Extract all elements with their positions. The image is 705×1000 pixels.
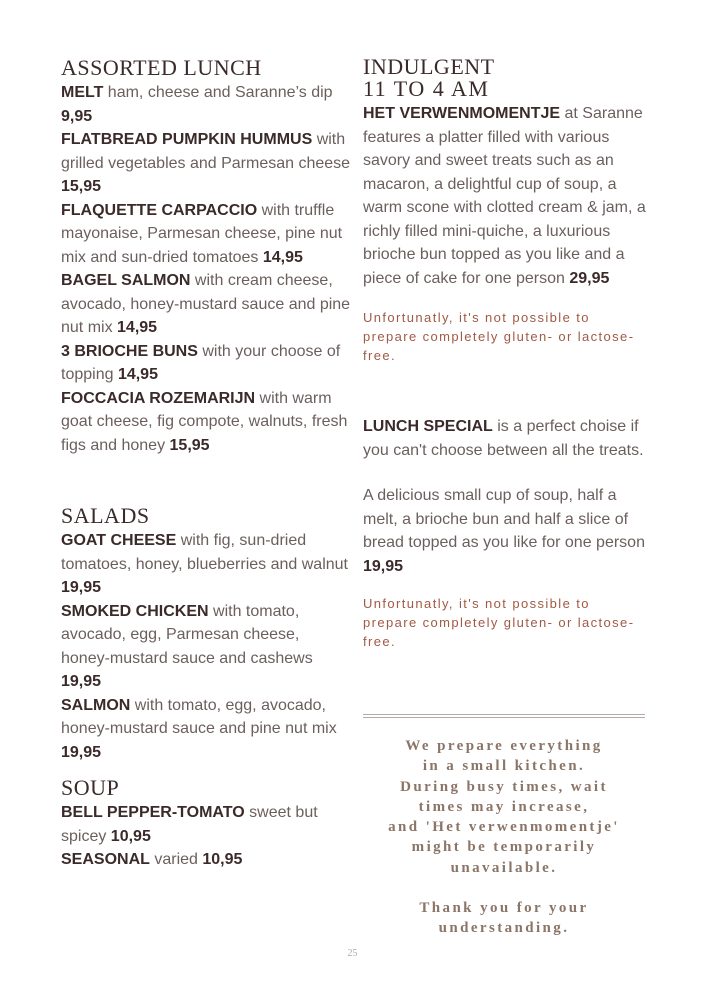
- menu-item-flatbread: FLATBREAD PUMPKIN HUMMUS with grilled vegetables and Parmesan cheese 15,95: [61, 131, 351, 195]
- assorted-lunch-list: [61, 81, 351, 457]
- menu-item-melt: MELT ham, cheese and Saranne’s dip 9,95: [61, 84, 333, 125]
- thanks-line: understanding.: [438, 920, 570, 937]
- kitchen-note-line: unavailable.: [450, 859, 558, 876]
- kitchen-note-line: and 'Het verwenmomentje': [388, 819, 620, 836]
- dietary-notice-2: Unfortunatly, it's not possible to prepare completely gluten- or lactose-free.: [363, 596, 635, 649]
- menu-item-verwenmomentje: HET VERWENMOMENTJE at Saranne features a platter filled with various savory and sweet treats such as an macaron, a delightful cup of soup, a warm scone with clotted cream & jam, a richly filled mini-quiche, a luxurious brioche bun topped as you like and a piece of cake for one person 29,95: [363, 105, 646, 287]
- menu-item-brioche: 3 BRIOCHE BUNS with your choose of topping 14,95: [61, 342, 341, 383]
- double-divider: [363, 714, 645, 718]
- kitchen-note-line: We prepare everything: [405, 738, 603, 754]
- dietary-notice: Unfortunatly, it's not possible to prepare completely gluten- or lactose-free.: [363, 310, 635, 363]
- right-column: [363, 56, 648, 651]
- menu-item-flaquette: FLAQUETTE CARPACCIO with truffle mayonaise, Parmesan cheese, pine nut mix and sun-dried tomatoes 14,95: [61, 201, 343, 266]
- menu-item-foccacia: FOCCACIA ROZEMARIJN with warm goat cheese, fig compote, walnuts, fresh figs and honey 15,95: [61, 389, 348, 454]
- menu-item-smoked-chicken: SMOKED CHICKEN with tomato, avocado, egg, Parmesan cheese, honey-mustard sauce and cashews 19,95: [61, 602, 313, 690]
- kitchen-note-line: times may increase,: [418, 798, 590, 815]
- soup-list: [61, 801, 351, 872]
- menu-item-bell-pepper-tomato: BELL PEPPER-TOMATO sweet but spicey 10,95: [61, 804, 318, 845]
- menu-item-lunch-special: LUNCH SPECIAL is a perfect choise if you can't choose between all the treats.: [363, 418, 644, 459]
- section-subtitle-hours: 11 TO 4 AM: [363, 76, 490, 101]
- salads-list: [61, 529, 351, 764]
- kitchen-note: [363, 736, 645, 939]
- section-title-soup: SOUP: [61, 775, 120, 800]
- page-number: 25: [347, 948, 358, 959]
- kitchen-note-line: in a small kitchen.: [422, 758, 586, 775]
- thanks-line: Thank you for your: [419, 900, 589, 917]
- section-title-assorted-lunch: ASSORTED LUNCH: [61, 55, 262, 80]
- section-title-salads: SALADS: [61, 503, 150, 528]
- kitchen-note-line: might be temporarily: [411, 839, 597, 856]
- menu-item-salmon: SALMON with tomato, egg, avocado, honey-mustard sauce and pine nut mix 19,95: [61, 696, 337, 761]
- lunch-special-description: A delicious small cup of soup, half a melt, a brioche bun and half a slice of bread topped as you like for one person 19,95: [363, 487, 645, 575]
- left-column: [61, 56, 351, 872]
- kitchen-note-line: During busy times, wait: [400, 778, 608, 795]
- menu-item-bagel: BAGEL SALMON with cream cheese, avocado, honey-mustard sauce and pine nut mix 14,95: [61, 272, 351, 336]
- section-title-indulgent: INDULGENT: [363, 54, 495, 79]
- menu-item-seasonal: SEASONAL varied 10,95: [61, 851, 243, 868]
- menu-item-goat-cheese: GOAT CHEESE with fig, sun-dried tomatoes, honey, blueberries and walnut 19,95: [61, 532, 348, 596]
